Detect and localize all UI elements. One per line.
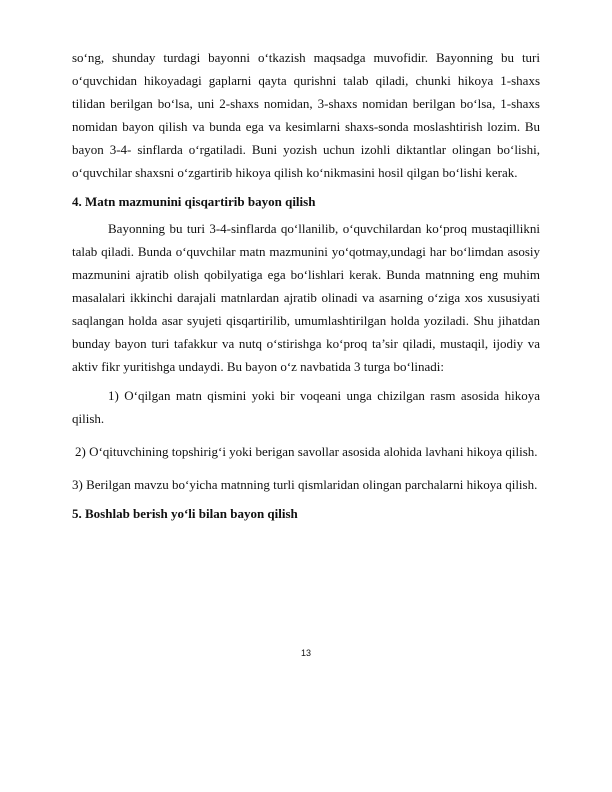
page-number: 13 [300,648,311,658]
section-heading-4: 4. Matn mazmunini qisqartirib bayon qilish [72,194,316,209]
list-item-1: 1) O‘qilgan matn qismini yoki bir voqeani unga chizilgan rasm asosida hikoya qilish. [72,388,540,426]
list-item-3: 3) Berilgan mavzu bo‘yicha matnning turli qismlaridan olingan parchalarni hikoya qilish. [72,477,538,492]
section-heading-5: 5. Boshlab berish yo‘li bilan bayon qilish [72,506,298,521]
paragraph-section-4: Bayonning bu turi 3-4-sinflarda qo‘llanilib, o‘quvchilardan ko‘proq mustaqillikni talab qiladi. Bunda o‘quvchilar matn mazmunini yo‘qotmay,undagi har bo‘limdan asosiy mazmunini ajratib olish qobilyatiga ega bo‘lishlari kerak. Bunda matnning eng muhim masalalari ikkinchi darajali matnlardan ajratib olinadi va asarning o‘ziga xos xususiyati saqlangan holda asar syujeti qisqartirilib, umumlashtirilgan holda yoziladi. Shu jihatdan bunday bayon turi tafakkur va nutq o‘stirishga ko‘proq ta’sir qiladi, mustaqil, ijodiy va aktiv fikr yuritishga undaydi. Bu bayon o‘z navbatida 3 turga bo‘linadi: [72,221,540,374]
paragraph-intro: so‘ng, shunday turdagi bayonni o‘tkazish maqsadga muvofidir. Bayonning bu turi o‘quvchidan hikoyadagi gaplarni qayta qurishni talab qiladi, chunki hikoya 1-shaxs tilidan berilgan bo‘lsa, uni 2-shaxs nomidan, 3-shaxs nomidan berilgan bo‘lsa, 1-shaxs nomidan bayon qilish va bunda ega va kesimlarni shaxs-sonda moslashtirish lozim. Bu bayon 3-4- sinflarda o‘rgatiladi. Buni yozish uchun izohli diktantlar olingan bo‘lishi, o‘quvchilar shaxsni o‘zgartirib hikoya qilish ko‘nikmasini hosil qilgan bo‘lishi kerak. [72,50,540,180]
list-item-2: 2) O‘qituvchining topshirig‘i yoki berigan savollar asosida alohida lavhani hikoya qilish. [75,444,538,459]
document-page [72,46,540,529]
